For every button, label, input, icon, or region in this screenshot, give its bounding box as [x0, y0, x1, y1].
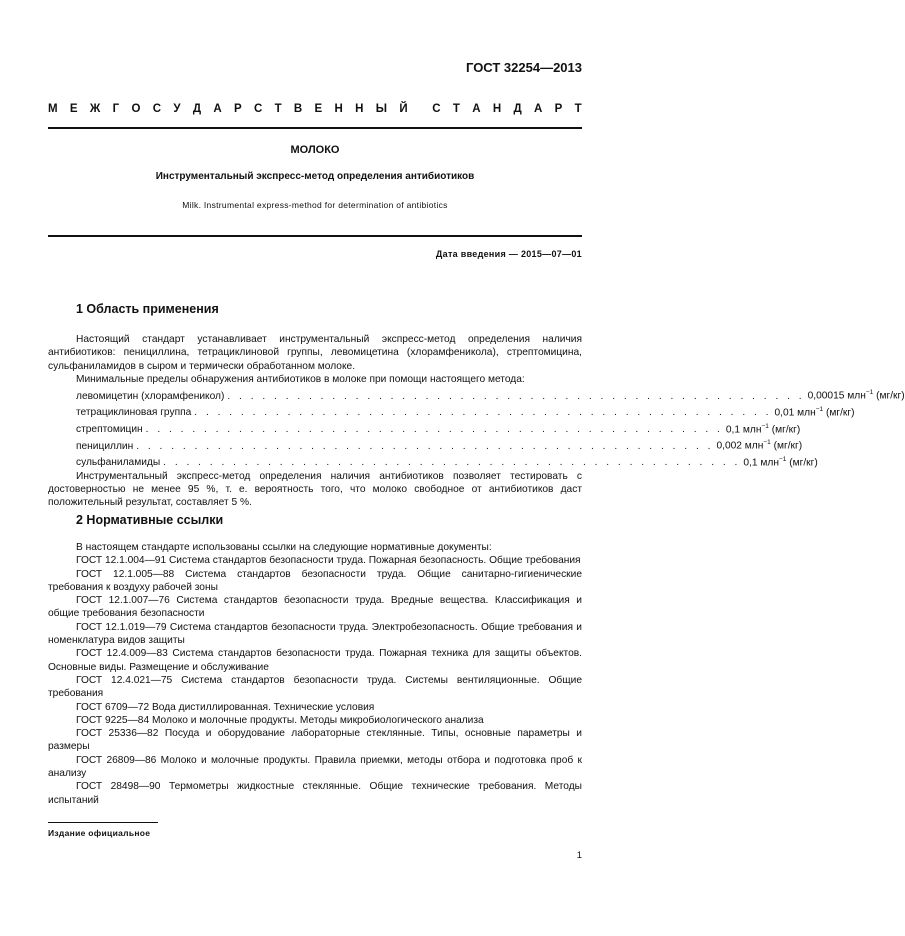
- limit-number: 0,1 млн: [743, 457, 779, 469]
- footer-rule: [48, 822, 158, 823]
- detection-limit-row: [76, 436, 803, 453]
- dot-leader: . . . . . . . . . . . . . . . . . . . . . . . . . . . . . . . . . . . . . . . . . . . . . . . . . .: [163, 457, 741, 469]
- section-2-body: [48, 541, 582, 807]
- heading-letter: Т: [452, 103, 460, 115]
- heading-letter: Р: [233, 103, 242, 115]
- section-1-para-2: Минимальные пределы обнаружения антибиотиков в молоке при помощи настоящего метода:: [76, 373, 525, 385]
- heading-letter: Н: [492, 103, 502, 115]
- heading-letter: В: [293, 103, 303, 115]
- detection-limits-list: [48, 386, 905, 469]
- heading-letter: А: [472, 103, 481, 115]
- heading-letter: Й: [399, 103, 408, 115]
- detection-limit-value: [775, 403, 855, 420]
- normative-reference: ГОСТ 26809—86 Молоко и молочные продукты. Правила приемки, методы отбора и подготовка проб к анализу: [48, 754, 582, 780]
- document-subtitle: Инструментальный экспресс-метод определения антибиотиков: [155, 171, 475, 182]
- heading-letter: С: [152, 103, 162, 115]
- limit-unit: (мг/кг): [768, 423, 801, 435]
- english-title: Milk. Instrumental express-method for determination of antibiotics: [182, 200, 448, 210]
- limit-exponent: −1: [778, 455, 787, 463]
- heading-letter: Т: [574, 103, 582, 115]
- detection-limit-row: [76, 453, 818, 470]
- document-title: МОЛОКО: [290, 144, 340, 156]
- heading-letter: Т: [274, 103, 282, 115]
- limit-unit: (мг/кг): [823, 407, 855, 419]
- antibiotic-name: тетрациклиновая группа: [76, 407, 192, 419]
- official-edition-label: Издание официальное: [48, 828, 151, 838]
- heading-letter: А: [533, 103, 543, 115]
- heading-letter: А: [213, 103, 222, 115]
- gost-number: ГОСТ 32254—2013: [466, 60, 582, 75]
- top-rule: [48, 127, 582, 129]
- antibiotic-name: стрептомицин: [76, 423, 143, 435]
- heading-letter: С: [253, 103, 263, 115]
- dot-leader: . . . . . . . . . . . . . . . . . . . . . . . . . . . . . . . . . . . . . . . . . . . . . . . . . .: [194, 407, 772, 419]
- limit-number: 0,01 млн: [774, 407, 816, 419]
- detection-limit-value: [726, 420, 800, 437]
- heading-letter: Ж: [89, 103, 101, 115]
- page-number: 1: [576, 850, 582, 861]
- limit-number: 0,1 млн: [725, 423, 762, 435]
- section-1-para-1: Настоящий стандарт устанавливает инструментальный экспресс-метод определения наличия антибиотиков: пенициллина, тетрациклиновой группы, левомицетина (хлорамфеникола), стрептомицина, сульфаниламидов в сыром и термически обработанном молоке.: [48, 334, 582, 372]
- limit-number: 0,00015 млн: [807, 390, 866, 402]
- antibiotic-name: пенициллин: [76, 440, 134, 452]
- detection-limit-row: [76, 403, 855, 420]
- normative-reference: ГОСТ 12.1.007—76 Система стандартов безопасности труда. Вредные вещества. Классификация и общие требования безопасности: [48, 595, 582, 620]
- normative-reference: ГОСТ 6709—72 Вода дистиллированная. Технические условия: [76, 701, 375, 713]
- normative-reference: ГОСТ 9225—84 Молоко и молочные продукты. Методы микробиологического анализа: [76, 714, 484, 726]
- limit-exponent: −1: [761, 422, 769, 430]
- detection-limit-value: [716, 436, 802, 453]
- limit-number: 0,002 млн: [716, 440, 764, 452]
- dot-leader: . . . . . . . . . . . . . . . . . . . . . . . . . . . . . . . . . . . . . . . . . . . . . . . . . .: [227, 390, 805, 402]
- title-rule: [48, 235, 582, 237]
- heading-letter: Н: [355, 103, 364, 115]
- section-1-heading: 1 Область применения: [76, 302, 219, 316]
- antibiotic-name: левомицетин (хлорамфеникол): [76, 390, 225, 402]
- heading-letter: Ы: [375, 103, 388, 115]
- normative-references-list: [48, 554, 582, 807]
- dot-leader: . . . . . . . . . . . . . . . . . . . . . . . . . . . . . . . . . . . . . . . . . . . . . . . . . .: [136, 440, 714, 452]
- normative-reference: ГОСТ 25336—82 Посуда и оборудование лабораторные стеклянные. Типы, основные параметры и размеры: [48, 728, 582, 753]
- introduction-date: Дата введения — 2015—07—01: [435, 249, 582, 259]
- normative-reference: ГОСТ 12.1.004—91 Система стандартов безопасности труда. Пожарная безопасность. Общие требования: [76, 555, 581, 567]
- detection-limit-row: [76, 386, 905, 403]
- heading-letter: Р: [554, 103, 563, 115]
- limit-exponent: −1: [865, 389, 874, 397]
- heading-letter: С: [432, 103, 441, 115]
- section-2-intro: В настоящем стандарте использованы ссылки на следующие нормативные документы:: [76, 542, 492, 553]
- detection-limit-row: [76, 420, 801, 437]
- heading-letter: Е: [314, 103, 323, 115]
- heading-letter: М: [48, 103, 58, 115]
- heading-letter: Н: [334, 103, 343, 115]
- heading-letter: Д: [192, 103, 202, 115]
- normative-reference: ГОСТ 12.4.021—75 Система стандартов безопасности труда. Системы вентиляционные. Общие требования: [48, 674, 582, 700]
- normative-reference: ГОСТ 28498—90 Термометры жидкостные стеклянные. Общие технические требования. Методы испытаний: [48, 781, 582, 806]
- heading-letter: Е: [69, 103, 78, 115]
- limit-unit: (мг/кг): [770, 440, 803, 452]
- heading-letter: Г: [112, 103, 120, 115]
- detection-limit-value: [743, 453, 817, 470]
- limit-exponent: −1: [815, 405, 824, 413]
- heading-letter: Д: [513, 103, 522, 115]
- limit-unit: (мг/кг): [786, 457, 818, 469]
- limit-exponent: −1: [763, 439, 771, 447]
- normative-reference: ГОСТ 12.1.019—79 Система стандартов безопасности труда. Электробезопасность. Общие требования и номенклатура видов защиты: [48, 621, 582, 647]
- section-1-body: [48, 333, 905, 510]
- antibiotic-name: сульфаниламиды: [76, 457, 161, 469]
- normative-reference: ГОСТ 12.4.009—83 Система стандартов безопасности труда. Пожарная техника для защиты объектов. Основные виды. Размещение и обслуживание: [48, 648, 582, 673]
- dot-leader: . . . . . . . . . . . . . . . . . . . . . . . . . . . . . . . . . . . . . . . . . . . . . . . . . .: [145, 423, 723, 435]
- normative-reference: ГОСТ 12.1.005—88 Система стандартов безопасности труда. Общие санитарно-гигиенические требования к воздуху рабочей зоны: [48, 568, 582, 593]
- section-2-heading: 2 Нормативные ссылки: [76, 513, 224, 527]
- detection-limit-value: [808, 386, 905, 403]
- limit-unit: (мг/кг): [873, 390, 905, 402]
- section-1-para-3: Инструментальный экспресс-метод определения наличия антибиотиков позволяет тестировать с достоверностью не менее 95 %, т. е. вероятность того, что молоко свободное от антибиотиков даст положительный результат, составляет 5 %.: [48, 470, 582, 509]
- heading-letter: У: [173, 103, 181, 115]
- heading-letter: О: [131, 103, 141, 115]
- interstate-standard-heading: [48, 103, 582, 115]
